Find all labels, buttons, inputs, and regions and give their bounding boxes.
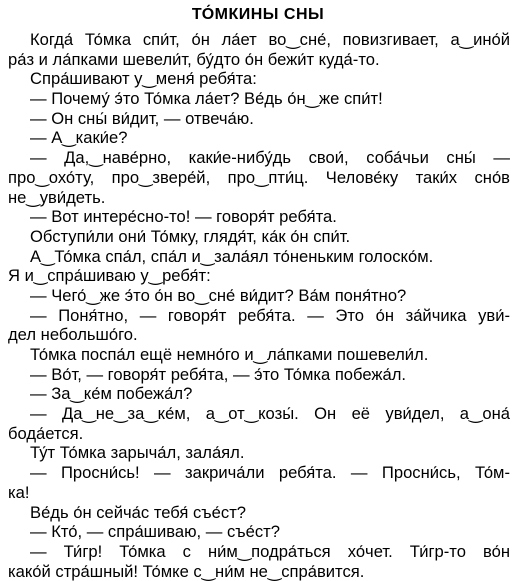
text-line: Ве́дь о́н сейча́с тебя́ съе́ст? [30, 502, 247, 522]
text-line: — Кто́, — спра́шиваю, — съе́ст? [30, 522, 281, 542]
text-line: не‿уви́деть. [8, 187, 106, 207]
text-line: — Да‿не‿за‿ке́м, а‿от‿козы́. Он её уви́дел, а‿она́ [30, 404, 510, 424]
text-line: — Вот интере́сно-то! — говоря́т ребя́та. [30, 207, 337, 227]
text-line: — Он сны́ ви́дит, — отвеча́ю. [30, 108, 254, 128]
story-text [8, 30, 510, 581]
text-line: — А‿каки́е? [30, 128, 128, 148]
text-line: А‿То́мка спа́л, спа́л и‿зала́ял то́неньким голоско́м. [30, 246, 434, 266]
text-line: бода́ется. [8, 423, 84, 443]
text-line: ка! [8, 482, 30, 502]
text-line: про‿охо́ту, про‿звере́й, про‿пти́ц. Челове́ку таки́х сно́в [8, 167, 510, 187]
text-line: — Просни́сь! — закрича́ли ребя́та. — Просни́сь, То́м- [30, 463, 510, 483]
text-line: Спра́шивают у‿меня́ ребя́та: [30, 69, 257, 89]
text-line: — Да,‿наве́рно, каки́е-нибу́дь свои́, соба́чьи сны́ — [30, 148, 510, 168]
text-line: Обступи́ли они́ То́мку, глядя́т, ка́к о́н спи́т. [30, 226, 351, 246]
text-line: — Поня́тно, — говоря́т ребя́та. — Это о́н за́йчика уви́- [30, 305, 510, 325]
story-title: ТО́МКИНЫ СНЫ [191, 6, 325, 23]
text-line: — Во́т, — говоря́т ребя́та, — э́то То́мка побежа́л. [30, 364, 407, 384]
text-line: Когда́ То́мка спи́т, о́н ла́ет во‿сне́, повизгивает, а‿ино́й [30, 30, 510, 49]
text-line: — За‿ке́м побежа́л? [30, 384, 193, 404]
text-line: — Ти́гр! То́мка с ни́м‿подра́ться хо́чет. Ти́гр-то во́н [30, 541, 510, 561]
text-line: То́мка поспа́л ещё немно́го и‿ла́пками пошевели́л. [30, 345, 429, 364]
text-line: Я и‿спра́шиваю у‿ребя́т: [8, 266, 211, 286]
text-line: — Почему́ э́то То́мка ла́ет? Ве́дь о́н‿же спи́т! [30, 89, 383, 109]
text-line: — Чего́‿же э́то о́н во‿сне́ ви́дит? Ва́м поня́тно? [30, 285, 407, 305]
text-line: дел небольшо́го. [8, 325, 138, 345]
text-line: како́й стра́шный! То́мке с‿ни́м не‿спра́вится. [8, 561, 365, 581]
text-line: Ту́т То́мка зарыча́л, зала́ял. [30, 443, 245, 463]
text-line: ра́з и ла́пками шевели́т, бу́дто о́н бежи́т куда́-то. [8, 49, 380, 69]
